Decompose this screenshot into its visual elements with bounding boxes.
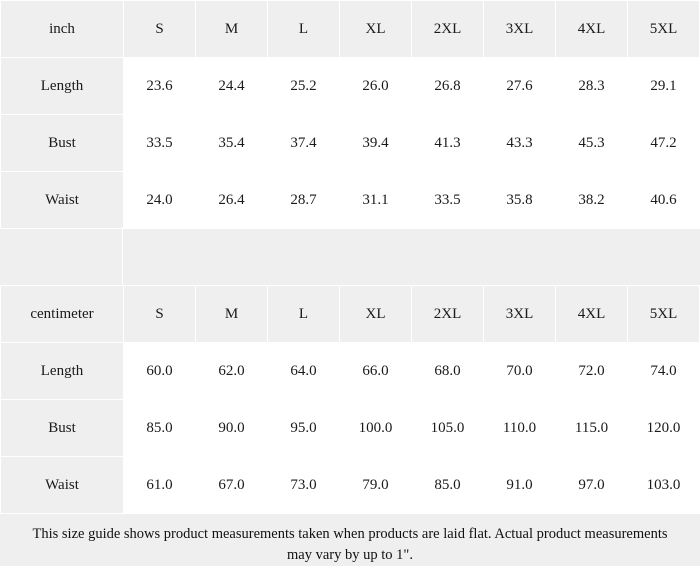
cell-waist-3xl: 35.8 (484, 172, 556, 229)
cell-waist-m: 26.4 (196, 172, 268, 229)
cell-length-4xl: 72.0 (556, 343, 628, 400)
cell-length-5xl: 29.1 (628, 58, 700, 115)
row-label-bust: Bust (1, 115, 124, 172)
cell-length-3xl: 27.6 (484, 58, 556, 115)
cell-waist-s: 24.0 (124, 172, 196, 229)
cell-bust-l: 95.0 (268, 400, 340, 457)
cell-waist-2xl: 85.0 (412, 457, 484, 514)
table-header-row (1, 286, 700, 343)
row-label-length: Length (1, 58, 124, 115)
table-separator (0, 229, 700, 285)
size-header-s: S (124, 1, 196, 58)
cell-bust-xl: 39.4 (340, 115, 412, 172)
size-header-3xl: 3XL (484, 286, 556, 343)
size-header-4xl: 4XL (556, 286, 628, 343)
cell-bust-3xl: 43.3 (484, 115, 556, 172)
size-table-inch (0, 0, 700, 229)
size-header-l: L (268, 286, 340, 343)
cell-waist-xl: 31.1 (340, 172, 412, 229)
cell-waist-5xl: 103.0 (628, 457, 700, 514)
size-header-s: S (124, 286, 196, 343)
table-header-row (1, 1, 700, 58)
cell-length-xl: 26.0 (340, 58, 412, 115)
size-header-m: M (196, 1, 268, 58)
unit-label-centimeter: centimeter (1, 286, 124, 343)
cell-waist-5xl: 40.6 (628, 172, 700, 229)
cell-bust-s: 85.0 (124, 400, 196, 457)
cell-waist-m: 67.0 (196, 457, 268, 514)
cell-bust-2xl: 41.3 (412, 115, 484, 172)
cell-waist-3xl: 91.0 (484, 457, 556, 514)
cell-length-5xl: 74.0 (628, 343, 700, 400)
size-header-l: L (268, 1, 340, 58)
size-header-xl: XL (340, 286, 412, 343)
cell-waist-s: 61.0 (124, 457, 196, 514)
table-row (1, 172, 700, 229)
cell-length-m: 62.0 (196, 343, 268, 400)
row-label-bust: Bust (1, 400, 124, 457)
cell-bust-s: 33.5 (124, 115, 196, 172)
cell-bust-2xl: 105.0 (412, 400, 484, 457)
cell-waist-2xl: 33.5 (412, 172, 484, 229)
cell-length-s: 60.0 (124, 343, 196, 400)
row-label-waist: Waist (1, 172, 124, 229)
size-table-centimeter (0, 285, 700, 514)
cell-waist-l: 73.0 (268, 457, 340, 514)
separator-right (123, 229, 700, 285)
cell-length-s: 23.6 (124, 58, 196, 115)
cell-length-xl: 66.0 (340, 343, 412, 400)
table-row (1, 400, 700, 457)
cell-bust-4xl: 115.0 (556, 400, 628, 457)
table-row (1, 58, 700, 115)
size-header-4xl: 4XL (556, 1, 628, 58)
separator-left (0, 229, 123, 285)
size-guide-footnote: This size guide shows product measurements taken when products are laid flat. Actual product measurements may vary by up to 1". (32, 526, 668, 563)
cell-waist-l: 28.7 (268, 172, 340, 229)
size-header-5xl: 5XL (628, 1, 700, 58)
cell-bust-m: 90.0 (196, 400, 268, 457)
size-header-5xl: 5XL (628, 286, 700, 343)
size-header-xl: XL (340, 1, 412, 58)
row-label-waist: Waist (1, 457, 124, 514)
cell-waist-xl: 79.0 (340, 457, 412, 514)
size-header-2xl: 2XL (412, 1, 484, 58)
unit-label-inch: inch (1, 1, 124, 58)
cell-waist-4xl: 97.0 (556, 457, 628, 514)
cell-bust-5xl: 120.0 (628, 400, 700, 457)
cell-length-2xl: 68.0 (412, 343, 484, 400)
cell-length-l: 64.0 (268, 343, 340, 400)
size-header-3xl: 3XL (484, 1, 556, 58)
cell-length-4xl: 28.3 (556, 58, 628, 115)
cell-bust-4xl: 45.3 (556, 115, 628, 172)
size-header-m: M (196, 286, 268, 343)
cell-length-2xl: 26.8 (412, 58, 484, 115)
size-header-2xl: 2XL (412, 286, 484, 343)
cell-length-3xl: 70.0 (484, 343, 556, 400)
cell-length-l: 25.2 (268, 58, 340, 115)
cell-length-m: 24.4 (196, 58, 268, 115)
table-row (1, 115, 700, 172)
table-row (1, 343, 700, 400)
cell-waist-4xl: 38.2 (556, 172, 628, 229)
row-label-length: Length (1, 343, 124, 400)
cell-bust-l: 37.4 (268, 115, 340, 172)
cell-bust-m: 35.4 (196, 115, 268, 172)
cell-bust-xl: 100.0 (340, 400, 412, 457)
cell-bust-5xl: 47.2 (628, 115, 700, 172)
cell-bust-3xl: 110.0 (484, 400, 556, 457)
table-row (1, 457, 700, 514)
